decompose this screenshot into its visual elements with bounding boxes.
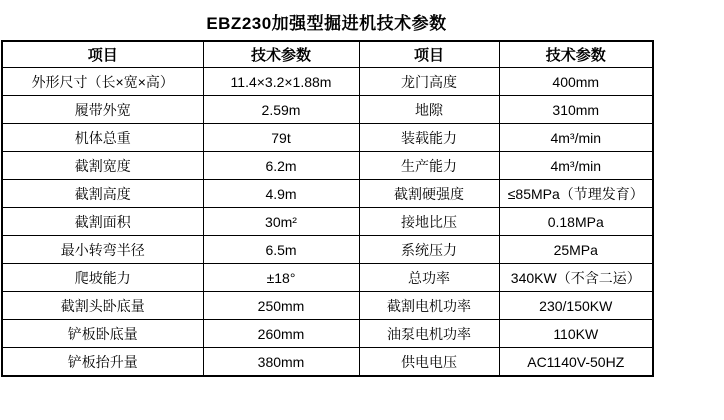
param-value: 4.9m [203,180,359,208]
page-title: EBZ230加强型掘进机技术参数 [206,14,447,33]
param-name: 截割高度 [2,180,203,208]
param-value: ±18° [203,264,359,292]
param-value: 310mm [499,96,653,124]
table-header-row [2,41,653,68]
param-value: 230/150KW [499,292,653,320]
param-value: 110KW [499,320,653,348]
param-name: 截割宽度 [2,152,203,180]
param-name: 装载能力 [359,124,499,152]
param-name: 油泵电机功率 [359,320,499,348]
table-row [2,208,653,236]
param-name: 总功率 [359,264,499,292]
param-name: 截割面积 [2,208,203,236]
param-name: 生产能力 [359,152,499,180]
table-row [2,292,653,320]
param-name: 供电电压 [359,348,499,377]
table-row [2,152,653,180]
param-value: 6.2m [203,152,359,180]
table-row [2,236,653,264]
param-name: 截割电机功率 [359,292,499,320]
param-name: 接地比压 [359,208,499,236]
column-header-item: 项目 [2,41,203,68]
param-value: 260mm [203,320,359,348]
param-name: 地隙 [359,96,499,124]
table-row [2,124,653,152]
param-name: 铲板抬升量 [2,348,203,377]
column-header-param: 技术参数 [203,41,359,68]
param-value: 250mm [203,292,359,320]
param-value: 4m³/min [499,124,653,152]
param-name: 截割头卧底量 [2,292,203,320]
table-row [2,264,653,292]
param-value: ≤85MPa（节理发育） [499,180,653,208]
table-row [2,180,653,208]
param-name: 外形尺寸（长×宽×高） [2,68,203,96]
param-value: 4m³/min [499,152,653,180]
param-value: 25MPa [499,236,653,264]
param-value: AC1140V-50HZ [499,348,653,377]
param-name: 龙门高度 [359,68,499,96]
param-value: 380mm [203,348,359,377]
column-header-param: 技术参数 [499,41,653,68]
param-value: 6.5m [203,236,359,264]
param-value: 340KW（不含二运） [499,264,653,292]
param-name: 截割硬强度 [359,180,499,208]
param-name: 系统压力 [359,236,499,264]
table-row [2,348,653,377]
param-name: 最小转弯半径 [2,236,203,264]
param-name: 铲板卧底量 [2,320,203,348]
param-value: 11.4×3.2×1.88m [203,68,359,96]
param-value: 0.18MPa [499,208,653,236]
column-header-item: 项目 [359,41,499,68]
table-row [2,96,653,124]
table-row [2,68,653,96]
param-value: 2.59m [203,96,359,124]
param-value: 79t [203,124,359,152]
param-value: 30m² [203,208,359,236]
spec-table [1,40,654,377]
param-name: 机体总重 [2,124,203,152]
table-row [2,320,653,348]
param-value: 400mm [499,68,653,96]
param-name: 履带外宽 [2,96,203,124]
param-name: 爬坡能力 [2,264,203,292]
